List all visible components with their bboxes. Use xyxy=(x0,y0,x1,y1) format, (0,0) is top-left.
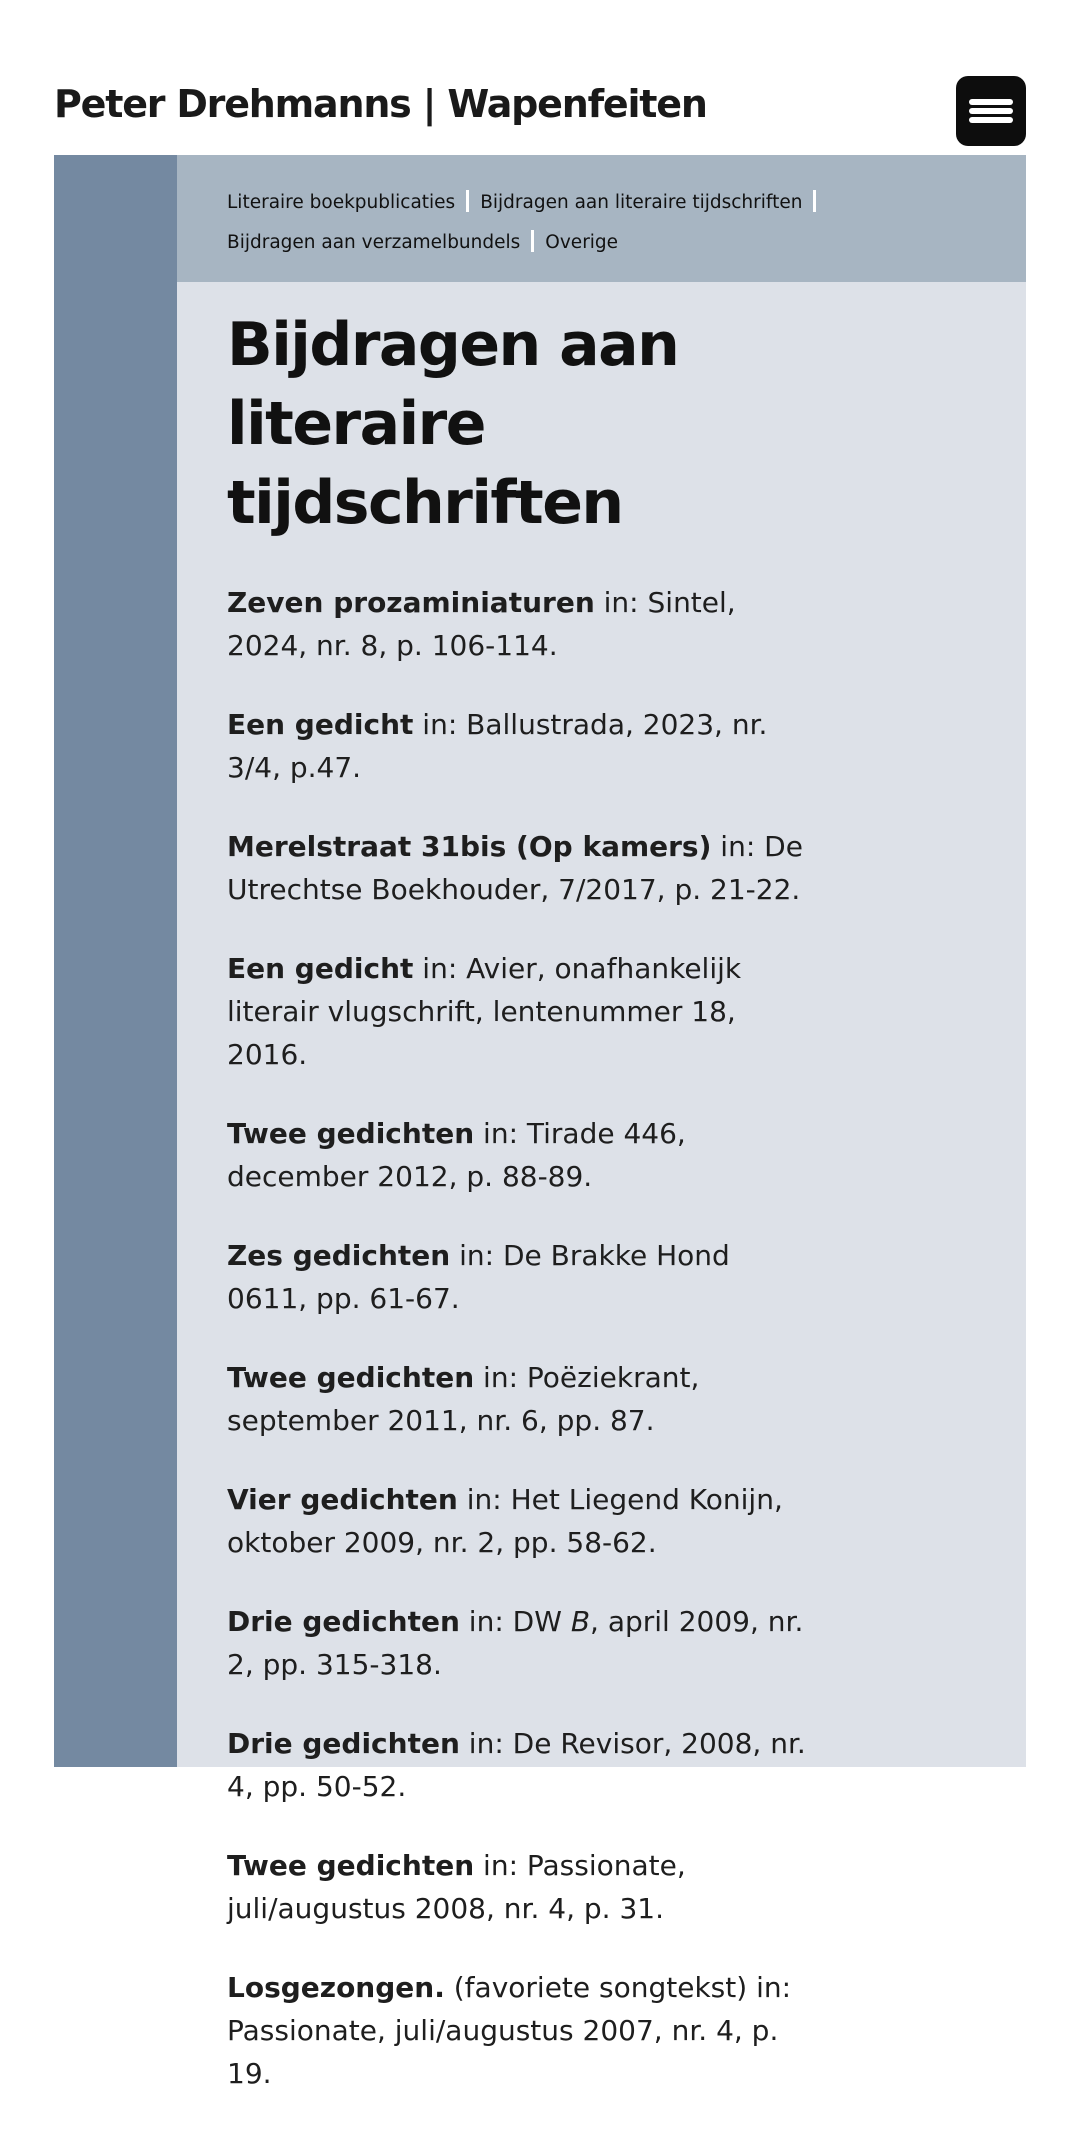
main-content xyxy=(227,306,827,2131)
publication-details: in: Poëziekrant, september 2011, nr. 6, pp. 87. xyxy=(227,1361,700,1437)
publication-details-italic: B xyxy=(570,1605,591,1638)
publication-item xyxy=(227,581,817,667)
publication-item xyxy=(227,1112,817,1198)
publication-details: , april 2009, nr. 2, pp. 315-318. xyxy=(227,1605,804,1681)
subnav-item-bijdragen-tijdschriften[interactable]: Bijdragen aan literaire tijdschriften xyxy=(480,192,803,213)
publication-title: Twee gedichten xyxy=(227,1361,475,1394)
subnav-separator xyxy=(531,230,534,252)
publication-title: Twee gedichten xyxy=(227,1117,475,1150)
publication-details: in: Passionate, juli/augustus 2008, nr. 4, p. 31. xyxy=(227,1849,686,1925)
subnav-separator xyxy=(466,190,469,212)
publication-title: Een gedicht xyxy=(227,708,414,741)
publication-item xyxy=(227,1600,817,1686)
publication-title: Drie gedichten xyxy=(227,1605,460,1638)
publication-title: Vier gedichten xyxy=(227,1483,458,1516)
subnav-item-literaire-boekpublicaties[interactable]: Literaire boekpublicaties xyxy=(227,192,456,213)
publication-details: in: De Utrechtse Boekhouder, 7/2017, p. 21-22. xyxy=(227,830,803,906)
publication-item xyxy=(227,1356,817,1442)
publication-item xyxy=(227,825,817,911)
publication-details: in: De Brakke Hond 0611, pp. 61-67. xyxy=(227,1239,730,1315)
publication-title: Zes gedichten xyxy=(227,1239,451,1272)
publication-item xyxy=(227,947,817,1076)
publication-details: in: Het Liegend Konijn, oktober 2009, nr. 2, pp. 58-62. xyxy=(227,1483,783,1559)
subnav-item-bijdragen-verzamelbundels[interactable]: Bijdragen aan verzamelbundels xyxy=(227,232,521,253)
site-header xyxy=(54,76,1026,148)
publication-item xyxy=(227,1844,817,1930)
section-subnav xyxy=(177,155,1026,282)
page-title: Bijdragen aan literaire tijdschriften xyxy=(227,310,679,538)
publication-details: (favoriete songtekst) in: Passionate, juli/augustus 2007, nr. 4, p. 19. xyxy=(227,1971,792,2090)
side-accent-strip xyxy=(54,155,177,1767)
publication-list xyxy=(227,581,827,2095)
menu-button[interactable] xyxy=(956,76,1026,146)
publication-title: Drie gedichten xyxy=(227,1727,460,1760)
publication-details: in: Tirade 446, december 2012, p. 88-89. xyxy=(227,1117,686,1193)
publication-title: Losgezongen. xyxy=(227,1971,445,2004)
subnav-item-overige[interactable]: Overige xyxy=(545,232,619,253)
publication-item xyxy=(227,1722,817,1808)
publication-title: Zeven prozaminiaturen xyxy=(227,586,595,619)
publication-title: Merelstraat 31bis (Op kamers) xyxy=(227,830,712,863)
publication-item xyxy=(227,703,817,789)
publication-details: in: DW xyxy=(459,1605,571,1638)
site-title[interactable]: Peter Drehmanns | Wapenfeiten xyxy=(54,82,707,126)
publication-details: in: Avier, onafhankelijk literair vlugschrift, lentenummer 18, 2016. xyxy=(227,952,742,1071)
publication-item xyxy=(227,1234,817,1320)
publication-title: Twee gedichten xyxy=(227,1849,475,1882)
publication-details: in: De Revisor, 2008, nr. 4, pp. 50-52. xyxy=(227,1727,806,1803)
publication-item xyxy=(227,1966,817,2095)
publication-details: in: Sintel, 2024, nr. 8, p. 106-114. xyxy=(227,586,736,662)
publication-item xyxy=(227,1478,817,1564)
subnav-separator xyxy=(813,190,816,212)
publication-details: in: Ballustrada, 2023, nr. 3/4, p.47. xyxy=(227,708,768,784)
publication-title: Een gedicht xyxy=(227,952,414,985)
